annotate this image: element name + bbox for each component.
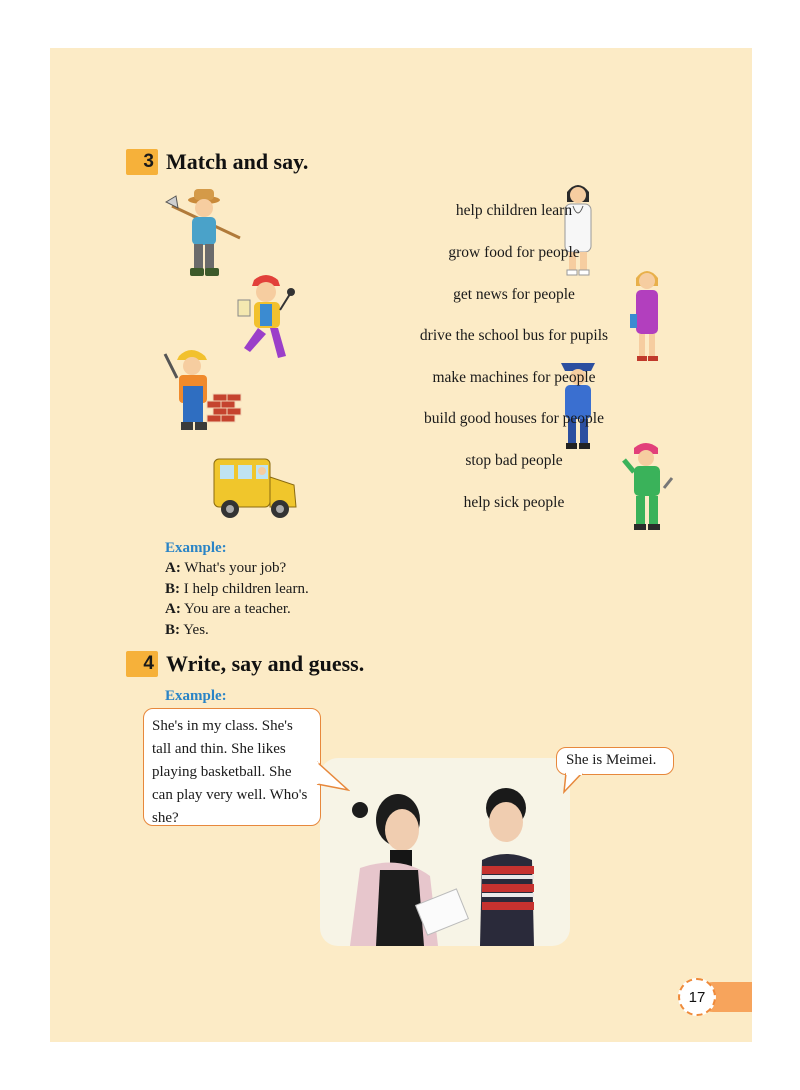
phrase-item: build good houses for people — [424, 410, 604, 427]
section-4-header — [126, 651, 364, 677]
textbook-page — [50, 48, 752, 1042]
photo-illustration — [320, 758, 570, 946]
builder-illustration — [155, 344, 247, 440]
page-number: 17 — [678, 978, 716, 1016]
speaker: B: — [165, 622, 180, 638]
doctor-illustration — [555, 180, 601, 280]
utterance: Yes. — [183, 622, 209, 638]
bubble-line: playing basketball. She — [152, 764, 292, 780]
phrase-item: get news for people — [453, 286, 575, 303]
example-label: Example: — [165, 540, 227, 556]
section-number: 3 — [126, 149, 158, 175]
utterance: What's your job? — [184, 560, 287, 576]
phrase-item: drive the school bus for pupils — [419, 327, 609, 344]
phrase-item: help sick people — [463, 494, 565, 511]
bubble-tail-girl — [316, 758, 350, 792]
phrase-item: help children learn — [455, 202, 573, 219]
dialogue-line — [165, 560, 286, 577]
farmer-illustration — [162, 186, 244, 282]
speech-bubble-girl — [143, 708, 321, 826]
photo-girl-and-boy — [320, 758, 570, 946]
bubble-line: can play very well. Who's — [152, 787, 308, 803]
utterance: You are a teacher. — [184, 601, 291, 617]
section-3-header — [126, 149, 308, 175]
dialogue-line — [165, 622, 209, 639]
example-label: Example: — [165, 688, 227, 704]
speaker: A: — [165, 601, 181, 617]
bubble-tail-boy — [562, 772, 586, 794]
speech-bubble-boy: She is Meimei. — [556, 747, 674, 775]
section-title: Write, say and guess. — [166, 651, 365, 676]
section-title: Match and say. — [166, 149, 309, 174]
bubble-line: She's in my class. She's — [152, 718, 293, 734]
bubble-line: tall and thin. She likes — [152, 741, 286, 757]
school-bus-illustration — [210, 453, 302, 525]
dialogue-line — [165, 601, 291, 618]
dialogue-line — [165, 581, 309, 598]
phrase-item: make machines for people — [432, 369, 596, 386]
bubble-line: she? — [152, 810, 179, 826]
phrase-item: stop bad people — [465, 452, 563, 469]
office-worker-illustration — [628, 266, 666, 366]
phrase-item: grow food for people — [448, 244, 580, 261]
policeman-illustration — [555, 353, 601, 453]
utterance: I help children learn. — [183, 581, 309, 597]
speaker: A: — [165, 560, 181, 576]
section-number: 4 — [126, 651, 158, 677]
speaker: B: — [165, 581, 180, 597]
